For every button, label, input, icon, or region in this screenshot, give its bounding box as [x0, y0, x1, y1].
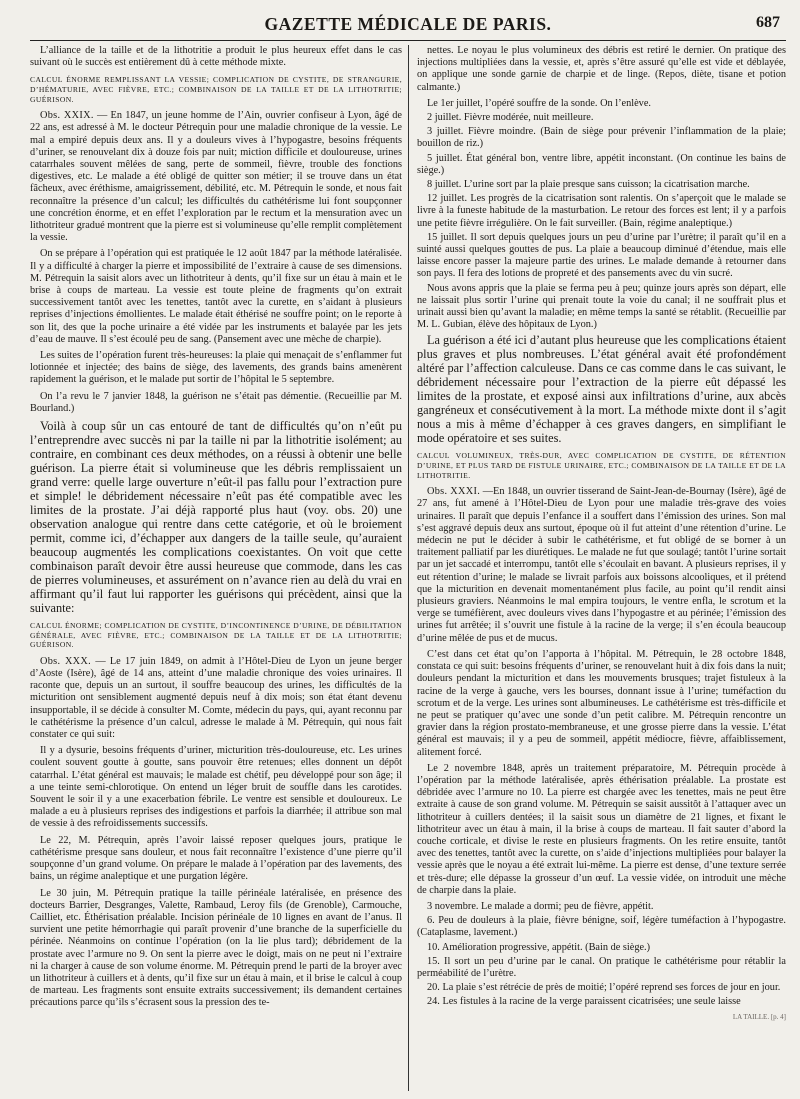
intro-paragraph: L’alliance de la taille et de la lithotritie a produit le plus heureux effet dans le cas suivant où le succès est entièrement dû à cette méthode mixte. [30, 45, 402, 69]
section-heading: CALCUL ÉNORME REMPLISSANT LA VESSIE; COMPLICATION DE CYSTITE, DE STRANGURIE, D’HÉMATURIE, AVEC FIÈVRE, ETC.; COMBINAISON DE LA TAILLE ET DE LA LITHOTRITIE; GUÉRISON. [30, 75, 402, 104]
text-columns [30, 45, 786, 1091]
page-footer: LA TAILLE. [p. 4] [732, 1012, 786, 1021]
list-item: 12 juillet. Les progrès de la cicatrisation sont ralentis. On s’aperçoit que le malade se livre à la funeste habitude de la masturbation. Le retour des forces est lent; il y a parfois une petite fièvre irrégulière. On le fait surveiller. (Bain, régime analeptique.) [417, 193, 786, 229]
paragraph: On se prépare à l’opération qui est pratiquée le 12 août 1847 par la méthode latéralisée. Il y a difficulté à charger la pierre et impossibilité de l’extraire à cause de ses dimensions. M. Pétrequin la saisit alors avec un lithotriteur à dents, qu’il fixe sur un étau à main et le brise à coups de marteau. La vessie est toute pleine de fragments qu’on extrait successivement tantôt avec les tenettes, tantôt avec la curette, en s’aidant à plusieurs reprises d’injections émollientes. Le malade était éthérisé ne souffre point; on le reporte à son lit, des que la poche urinaire a été vidée par les instruments et balayée par les jets d’eau de mauve. Il s’est écoulé peu de sang. (Pansement avec une mèche de charpie). [30, 248, 402, 345]
journal-title: GAZETTE MÉDICALE DE PARIS. [264, 14, 552, 34]
list-item: 2 juillet. Fièvre modérée, nuit meilleure. [427, 112, 594, 124]
list-item: 15 juillet. Il sort depuis quelques jours un peu d’urine par l’urètre; il paraît qu’il en a suinté aussi quelques gouttes de pus. La plaie a beaucoup diminué d’étendue, mais elle laisse encore passer la majeure partie des urines. Le malade demande à retourner dans son pays. Il fera des lotions de propreté et des pansements avec du vin sucré. [417, 231, 786, 280]
right-column [408, 45, 786, 1091]
list-item: 8 juillet. L’urine sort par la plaie presque sans cuisson; la cicatrisation marche. [427, 179, 750, 191]
section-heading: CALCUL VOLUMINEUX, TRÈS-DUR, AVEC COMPLICATION DE CYSTITE, DE RÉTENTION D’URINE, ET PLUS TARD DE FISTULE URINAIRE, ETC.; COMBINAISON DE LA TAILLE ET DE LA LITHOTRITIE. [417, 451, 786, 480]
list-item: 20. La plaie s’est rétrécie de près de moitié; l’opéré reprend ses forces de jour en jour. [427, 982, 781, 994]
commentary-paragraph: La guérison a été ici d’autant plus heureuse que les complications étaient plus graves et plus nombreuses. L’état général avait été profondément altéré par l’affection calculeuse. Dans ce cas comme dans le cas suivant, le débridement nécessaire pour l’extraction de la pierre eût dépassé les limites de la prostate, et exposé ainsi aux infiltrations d’urine, aux abcès gangréneux et consécutivement à la mort. La méthode mixte dont il s’agit nous a mis à même d’échapper à ces graves dangers, en simplifiant le mode opératoire et ses suites. [417, 333, 786, 446]
page-header [30, 0, 786, 41]
observation-text: — Le 17 juin 1849, on admit à l’Hôtel-Dieu de Lyon un jeune berger d’Aoste (Isère), âgé de 14 ans, atteint d’une maladie chronique des voies urinaires. Il raconte que, depuis un an surtout, il souffre beaucoup des urines, les difficultés de la micturition ont sensiblement augmenté depuis neuf à dix mois; son état étant devenu insupportable, il se décide à consulter M. Comte, médecin du pays, qui, ayant reconnu par le cathétérisme la présence d’un calcul, adresse le malade à M. Pétrequin, qui nous fait constater ce qui suit: [30, 655, 403, 741]
list-item: Nous avons appris que la plaie se ferma peu à peu; quinze jours après son départ, elle ne laissait plus sortir l’urine qui prenait toute la voie du canal; il ne souffrait plus et urinait aussi bien qu’avant la maladie; en même temps la santé se rétablit. (Recueillie par M. L. Gubian, élève des hôpitaux de Lyon.) [417, 282, 786, 331]
observation-text: —En 1848, un ouvrier tisserand de Saint-Jean-de-Bournay (Isère), âgé de 27 ans, fut amené à l’Hôtel-Dieu de Lyon pour une maladie très-grave des voies urinaires. Il paraît que depuis l’enfance il a souffert dans l’émission des urines. Son mal s’est aggravé depuis deux ans surtout, époque où il fut atteint d’une rétention d’urine. Le médecin ne put le décider à subir le cathétérisme, et fut obligé de se borner à un traitement palliatif par les diurétiques. Le malade ne fut que soulagé; tantôt l’urine sortait par un jet saccadé et interrompu, tantôt elle s’écoulait en bavant. A plusieurs reprises, il y eut rétention d’urine; le malade se livrait parfois aux boissons alcooliques, et il prétend que la micturition en devenait momentanément plus facile, au point qu’il rendit ainsi plusieurs graviers. Néanmoins le mal empira toujours, le ventre enfla, le scrotum et la verge se tuméfièrent, avec douleurs vives dans l’hypogastre et au périnée; l’émission des urines fut arrêtée; il s’ouvrit une fistule à la racine de la verge; il s’en écoula beaucoup d’urine mêlée de pus et de mucus. [417, 486, 786, 644]
observation-text: — En 1847, un jeune homme de l’Ain, ouvrier confiseur à Lyon, âgé de 22 ans, est adressé à M. le docteur Pétrequin pour une maladie chronique de la vessie. Le mal a empiré depuis deux ans. Il y a douleurs vives à l’hypogastre, besoins fréquents d’uriner, se renouvelant dix à douze fois par nuit; miction difficile et douloureuse, urines catarrhales souvent mêlées de sang, perte de sommeil, fièvre, trouble des fonctions digestives, etc. Le malade a été obligé de quitter son métier; il se trouve dans un état fâcheux, avec éréthisme, amaigrissement, débilité, etc. M. Pétrequin le sonde, et nous fait reconnaître la présence d’un calcul; les difficultés du cathétérisme lui font soupçonner une concrétion énorme, et en effet l’exploration par le rectum et la mensuration avec un lithotriteur gradué montrent que la pierre est si volumineuse qu’elle remplit complètement la vessie. [30, 110, 402, 244]
observation-paragraph [30, 110, 402, 244]
paragraph: nettes. Le noyau le plus volumineux des débris est retiré le dernier. On pratique des injections multipliées dans la vessie, et, après s’être assuré qu’elle est vide et déblayée, on applique une sonde garnie de charpie et de linge. (Repos, diète, tisane et potion calmante.) [417, 45, 786, 93]
list-item: 3 juillet. Fièvre moindre. (Bain de siège pour prévenir l’inflammation de la plaie; bouillon de riz.) [417, 126, 786, 150]
left-column [30, 45, 408, 1091]
list-item: 15. Il sort un peu d’urine par le canal. On pratique le cathétérisme pour rétablir la perméabilité de l’urètre. [417, 955, 786, 979]
paragraph: C’est dans cet état qu’on l’apporta à l’hôpital. M. Pétrequin, le 28 octobre 1848, constata ce qui suit: besoins fréquents d’uriner, se renouvelant huit à dix fois dans la nuit; douleurs pendant la micturition et dans les mouvements brusques; trajet fistuleux à la racine de la verge à gauche, vers les bourses, donnant issue à l’urine; tuméfaction du scrotum et de la verge. Les urines sont albumineuses. Le cathétérisme est très-difficile et ne peut se pratiquer qu’avec une sonde d’un petit calibre. M. Pétrequin rencontre un gravier dans la région prostato-membraneuse, et une grosse pierre dans la vessie. L’état général est mauvais; il y a peu de sommeil, appétit médiocre, fièvre, affaiblissement, alitement forcé. [417, 648, 786, 758]
paragraph: Les suites de l’opération furent très-heureuses: la plaie qui menaçait de s’enflammer fut lotionnée et injectée; des bains de siège, des lavements, des grands bains amenèrent rapidement la guérison, et le malade put sortir de l’hôpital le 5 septembre. [30, 350, 402, 386]
paragraph: Le 30 juin, M. Pétrequin pratique la taille périnéale latéralisée, en présence des docteurs Barrier, Desgranges, Valette, Rambaud, Leroy fils (de Grenoble), Carmouche, Cailliet, etc. Éthérisation préalable. Incision périnéale de 10 lignes en avant de l’anus. Il survient une petite hémorrhagie qui paraît provenir d’une branche de la superficielle du périnée. Néanmoins on continue l’opération (on la lie plus tard); débridement de la prostate avec l’armure no 9. On sent la pierre avec le doigt, mais on ne peut ni l’extraire ni la charger à cause de son volume énorme. M. Pétrequin prend le parti de la broyer avec un lithotriteur à cuillers et à dents, qu’il fixe sur un étau à main, et il brise le calcul à coup de marteau. Les fragments sont ensuite extraits successivement; ils demandent certaines précautions parce qu’ils s’écrasent sous la pression des te- [30, 887, 402, 1009]
observation-label: Obs. XXXI. [427, 486, 481, 498]
commentary-paragraph: Voilà à coup sûr un cas entouré de tant de difficultés qu’on n’eût pu l’entreprendre avec succès ni par la taille ni par la lithotritie isolément; au contraire, en combinant ces deux méthodes, on a réussi à obtenir une belle guérison. La pierre était si volumineuse que les débris remplissaient un grand verre: quelle large ouverture n’eût-il pas fallu pour l’extraction pure et simple! le débridement nécessaire n’eût pas été compatible avec les limites de la prostate. J’ai déjà rapporté plus haut (voy. obs. 20) une observation analogue qui rentre dans cette catégorie, et où le broiement permit, comme ici, d’échapper aux dangers de la taille seule, qu’auraient beaucoup augmentés les complications coexistantes. On voit que cette combinaison paraît devoir être aussi heureuse que commode, dans les cas de pierres volumineuses, et assurément on n’avance rien au delà du vrai en affirmant qu’il faut lui rapporter les guérisons qui précèdent, ainsi que la suivante: [30, 419, 402, 616]
list-item: 5 juillet. État général bon, ventre libre, appétit inconstant. (On continue les bains de siège.) [417, 152, 786, 176]
paragraph: Le 22, M. Pétrequin, après l’avoir laissé reposer quelques jours, pratique le cathétérisme presque sans douleur, et nous fait reconnaître l’existence d’une pierre qu’il soupçonne d’un grand volume. On prépare le malade à l’opération par des lavements, des bains, un régime analeptique et une purgation légère. [30, 834, 402, 883]
observation-paragraph [30, 656, 402, 741]
list-item: Le 1er juillet, l’opéré souffre de la sonde. On l’enlève. [427, 97, 651, 109]
daily-notes-list [417, 901, 786, 1009]
section-heading: CALCUL ÉNORME; COMPLICATION DE CYSTITE, D’INCONTINENCE D’URINE, DE DÉBILITATION GÉNÉRALE, AVEC FIÈVRE, ETC.; COMBINAISON DE LA TAILLE ET DE LA LITHOTRITIE; GUÉRISON. [30, 621, 402, 650]
paragraph: On l’a revu le 7 janvier 1848, la guérison ne s’était pas démentie. (Recueillie par M. Bourland.) [30, 390, 402, 414]
list-item: 3 novembre. Le malade a dormi; peu de fièvre, appétit. [427, 900, 654, 912]
paragraph: Il y a dysurie, besoins fréquents d’uriner, micturition très-douloureuse, etc. Les urines coulent souvent goutte à goutte, sans pouvoir être retenues; elles donnent un dépôt catarrhal. L’état général est mauvais; le malade est chétif, peu développé pour son âge; il a une teinte semi-chlorotique. On entend un léger bruit de souffle dans les carotides. Souvent le soir il y a une exacerbation fébrile. Le ventre est sensible et douloureux. Le malade a eu à plusieurs reprises des indigestions et parfois la diarrhée; il attribue son mal de vessie à des refroidissements successifs. [30, 745, 402, 830]
list-item: 6. Peu de douleurs à la plaie, fièvre bénigne, soif, légère tuméfaction à l’hypogastre. (Cataplasme, lavement.) [417, 915, 786, 939]
observation-label: Obs. XXX. [40, 655, 92, 667]
paragraph: Le 2 novembre 1848, après un traitement préparatoire, M. Pétrequin procède à l’opération par la méthode latéralisée, après éthérisation préalable. La prostate est débridée avec l’armure no 10. La pierre est chargée avec les tenettes, mais ne peut être extraite à cause de son grand volume. M. Pétrequin se saisit aussitôt à l’attaquer avec un lithotriteur à cuillers dentées; il la saisit sous un diamètre de 21 lignes, et fixant le lithotriteur avec un étau à main, il la brise à coups de marteau. Il fait sauter d’abord la couche corticale, et divise le reste en plusieurs fragments. On les retire ensuite, tantôt avec des tenettes, tantôt avec la curette, on s’aide d’injections multipliées pour balayer la vessie après que le noyau a été extrait lui-même. La pierre est dense, d’une texture serrée et très-dure; elle dépasse la grosseur d’un œuf. La vessie vidée, on introduit une mèche de charpie dans la plaie. [417, 762, 786, 896]
observation-paragraph [417, 486, 786, 645]
list-item: 10. Amélioration progressive, appétit. (Bain de siège.) [427, 941, 651, 953]
observation-label: Obs. XXIX. [40, 110, 94, 122]
list-item: 24. Les fistules à la racine de la verge paraissent cicatrisées; une seule laisse [427, 996, 741, 1008]
page-number: 687 [756, 14, 780, 31]
daily-notes-list [417, 98, 786, 332]
